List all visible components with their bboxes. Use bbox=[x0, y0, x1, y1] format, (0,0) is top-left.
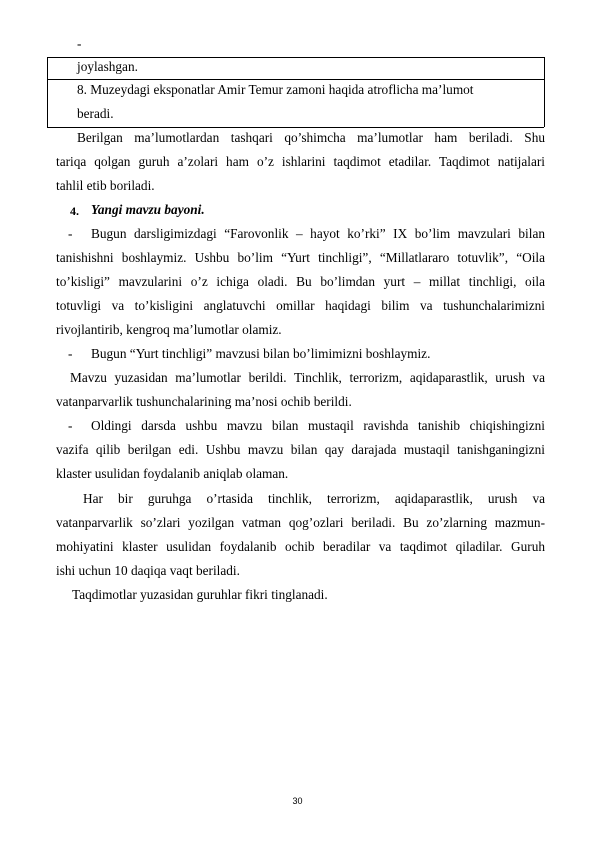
paragraph-4: Taqdimotlar yuzasidan guruhlar fikri tinglanadi. bbox=[72, 587, 328, 602]
section-number: 4. bbox=[70, 204, 79, 218]
bullet-3-marker: - bbox=[68, 418, 73, 433]
bullet-1-line-5: rivojlantirib, kengroq ma’lumotlar olamiz. bbox=[56, 322, 282, 337]
bullet-1-line-1: Bugun darsligimizdagi “Farovonlik – hayot ko’rki” IX bo’lim mavzulari bilan bbox=[91, 226, 545, 241]
paragraph-1-line-1: Berilgan ma’lumotlardan tashqari qo’shimcha ma’lumotlar ham beriladi. Shu bbox=[77, 130, 545, 145]
table-border-right bbox=[544, 57, 545, 127]
table-border-bottom bbox=[47, 127, 544, 128]
bullet-1-line-2: tanishishni boshlaymiz. Ushbu bo’lim “Yurt tinchligi”, “Millatlararo totuvlik”, “Oila bbox=[56, 250, 545, 265]
bullet-2-text: Bugun “Yurt tinchligi” mavzusi bilan bo’limimizni boshlaymiz. bbox=[91, 346, 431, 361]
table-row-divider bbox=[47, 79, 544, 80]
table-cell-row2-line2: beradi. bbox=[77, 106, 114, 121]
table-cell-row1: joylashgan. bbox=[77, 59, 138, 74]
bullet-1-line-3: to’kisligi” mavzularini o’z ichiga oladi. Bu bo’limdan yurt – millat tinchligi, oila bbox=[56, 274, 545, 289]
page-number: 30 bbox=[292, 796, 303, 806]
bullet-2-marker: - bbox=[68, 346, 73, 361]
table-border-top bbox=[47, 57, 544, 58]
bullet-1-line-4: totuvligi va to’kisligini anglatuvchi omillar haqidagi bilim va tushunchalarimizni bbox=[56, 298, 545, 313]
table-border-left bbox=[47, 57, 48, 127]
paragraph-2-line-1: Mavzu yuzasidan ma’lumotlar berildi. Tinchlik, terrorizm, aqidaparastlik, urush va bbox=[70, 370, 545, 385]
paragraph-3-line-1: Har bir guruhga o’rtasida tinchlik, terrorizm, aqidaparastlik, urush va bbox=[83, 491, 545, 506]
paragraph-1-line-3: tahlil etib boriladi. bbox=[56, 178, 155, 193]
paragraph-3-line-2: vatanparvarlik so’zlari yozilgan vatman qog’ozlari beriladi. Bu zo’zlarning mazmun- bbox=[56, 515, 545, 530]
table-top-marker: - bbox=[77, 36, 82, 51]
paragraph-2-line-2: vatanparvarlik tushunchalarining ma’nosi ochib berildi. bbox=[56, 394, 352, 409]
bullet-3-line-3: klaster usulidan foydalanib aniqlab olaman. bbox=[56, 466, 289, 481]
bullet-1-marker: - bbox=[68, 226, 73, 241]
bullet-3-line-2: vazifa qilib berilgan edi. Ushbu mavzu bilan qay darajada mustaqil tanishganingizni bbox=[56, 442, 545, 457]
table-cell-row2-line1: 8. Muzeydagi eksponatlar Amir Temur zamoni haqida atroflicha ma’lumot bbox=[77, 82, 474, 97]
section-heading: Yangi mavzu bayoni. bbox=[91, 202, 205, 217]
paragraph-3-line-3: mohiyatini klaster usulidan foydalanib ochib beradilar va taqdimot qiladilar. Guruh bbox=[56, 539, 545, 554]
paragraph-1-line-2: tariqa qolgan guruh a’zolari ham o’z ishlarini taqdimot etadilar. Taqdimot natijalari bbox=[56, 154, 545, 169]
bullet-3-line-1: Oldingi darsda ushbu mavzu bilan mustaqil ravishda tanishib chiqishingizni bbox=[91, 418, 545, 433]
paragraph-3-line-4: ishi uchun 10 daqiqa vaqt beriladi. bbox=[56, 563, 240, 578]
